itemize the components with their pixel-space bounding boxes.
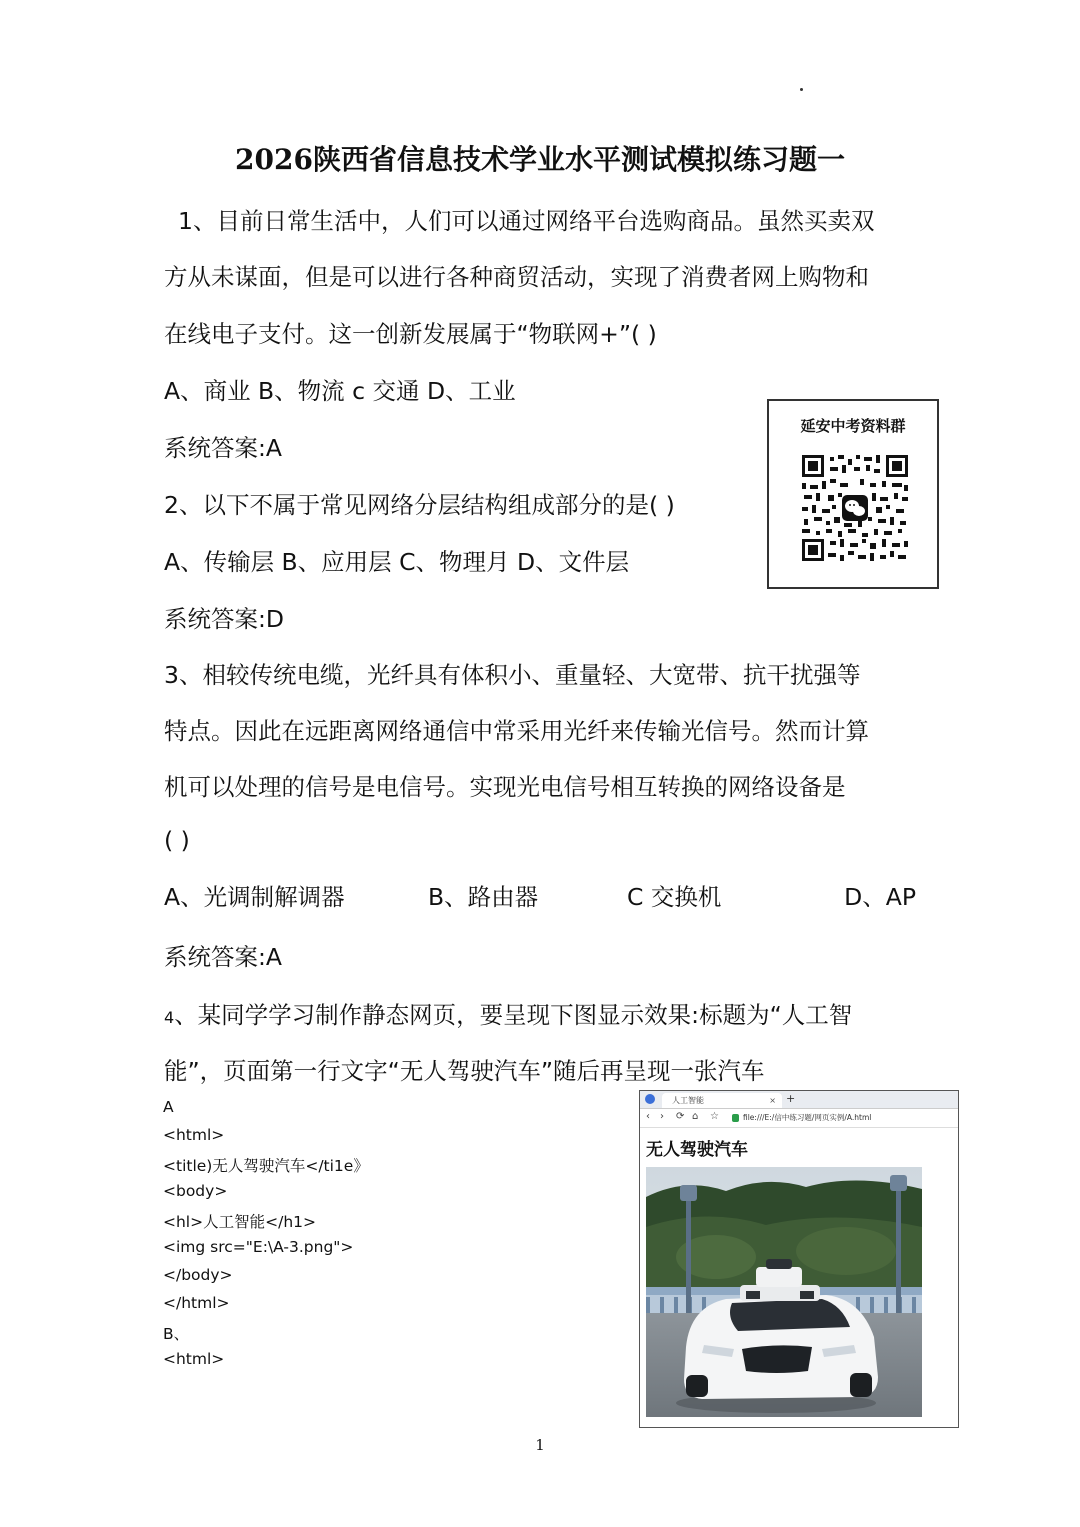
q3-answer: 系统答案:A (164, 943, 282, 971)
browser-screenshot (639, 1090, 959, 1428)
q3-line-4: ( ) (164, 826, 190, 854)
back-icon[interactable]: ‹ (646, 1111, 650, 1122)
code-line: A (163, 1098, 174, 1116)
page-number: 1 (535, 1436, 545, 1454)
q2-line-1: 2、以下不属于常见网络分层结构组成部分的是( ) (164, 491, 675, 519)
reload-icon[interactable]: ⟳ (676, 1111, 685, 1122)
q4-number: 4 (164, 1008, 175, 1027)
q4-line-1-text: 、某同学学习制作静态网页，要呈现下图显示效果:标题为“人工智 (174, 1001, 853, 1029)
q3-option-a: A、光调制解调器 (164, 883, 345, 911)
code-line: B、 (163, 1325, 190, 1343)
code-line: <html> (163, 1350, 225, 1368)
address-bar[interactable] (732, 1112, 952, 1124)
q1-answer: 系统答案:A (164, 434, 282, 462)
code-line: <img src="E:\A-3.png"> (163, 1238, 354, 1256)
q3-line-2: 特点。因此在远距离网络通信中常采用光纤来传输光信号。然而计算 (164, 717, 869, 745)
code-line: </body> (163, 1266, 233, 1284)
code-line: </html> (163, 1294, 230, 1312)
code-line: <html> (163, 1126, 225, 1144)
home-icon[interactable]: ⌂ (692, 1111, 699, 1122)
new-tab-button[interactable]: + (786, 1092, 796, 1105)
q1-line-1: 1、目前日常生活中，人们可以通过网络平台选购商品。虽然买卖双 (178, 207, 875, 235)
browser-logo-icon (645, 1094, 655, 1104)
code-line: <body> (163, 1182, 228, 1200)
q3-option-d: D、AP (844, 883, 916, 911)
page-title: 2026陕西省信息技术学业水平测试模拟练习题一 (235, 143, 845, 176)
q1-options: A、商业 B、物流 c 交通 D、工业 (164, 377, 516, 405)
browser-tab-title: 人工智能 (672, 1096, 704, 1105)
speck (800, 88, 803, 91)
forward-icon[interactable]: › (660, 1111, 664, 1122)
star-icon[interactable]: ☆ (710, 1111, 719, 1122)
browser-tab-bar (640, 1091, 958, 1109)
close-icon[interactable]: × (769, 1096, 776, 1105)
q3-option-b: B、路由器 (428, 883, 539, 911)
browser-nav-bar (640, 1109, 958, 1128)
q3-line-3: 机可以处理的信号是电信号。实现光电信号相互转换的网络设备是 (164, 773, 846, 801)
q2-options: A、传输层 B、应用层 C、物理月 D、文件层 (164, 548, 630, 576)
lock-icon (732, 1114, 739, 1122)
q1-line-3: 在线电子支付。这一创新发展属于“物联网+”( ) (164, 320, 657, 348)
qr-code (800, 453, 910, 563)
q1-line-2: 方从未谋面，但是可以进行各种商贸活动，实现了消费者网上购物和 (164, 263, 869, 291)
q3-line-1: 3、相较传统电缆，光纤具有体积小、重量轻、大宽带、抗干扰强等 (164, 661, 861, 689)
car-photo (646, 1167, 922, 1417)
q2-answer: 系统答案:D (164, 605, 285, 633)
code-line: <hl>人工智能</h1> (163, 1213, 316, 1231)
q4-line-1 (164, 996, 852, 1030)
url-text: file:///E:/信中练习题/网页实例/A.html (743, 1113, 872, 1122)
qr-label: 延安中考资料群 (800, 417, 906, 435)
code-line: <title)无人驾驶汽车</ti1e》 (163, 1157, 369, 1175)
wechat-icon (842, 495, 868, 521)
qr-code-box (767, 399, 939, 589)
q3-option-c: C 交换机 (627, 883, 722, 911)
browser-page-heading: 无人驾驶汽车 (646, 1140, 748, 1160)
q4-line-2: 能”，页面第一行文字“无人驾驶汽车”随后再呈现一张汽车 (164, 1057, 765, 1085)
browser-tab[interactable] (662, 1093, 782, 1108)
